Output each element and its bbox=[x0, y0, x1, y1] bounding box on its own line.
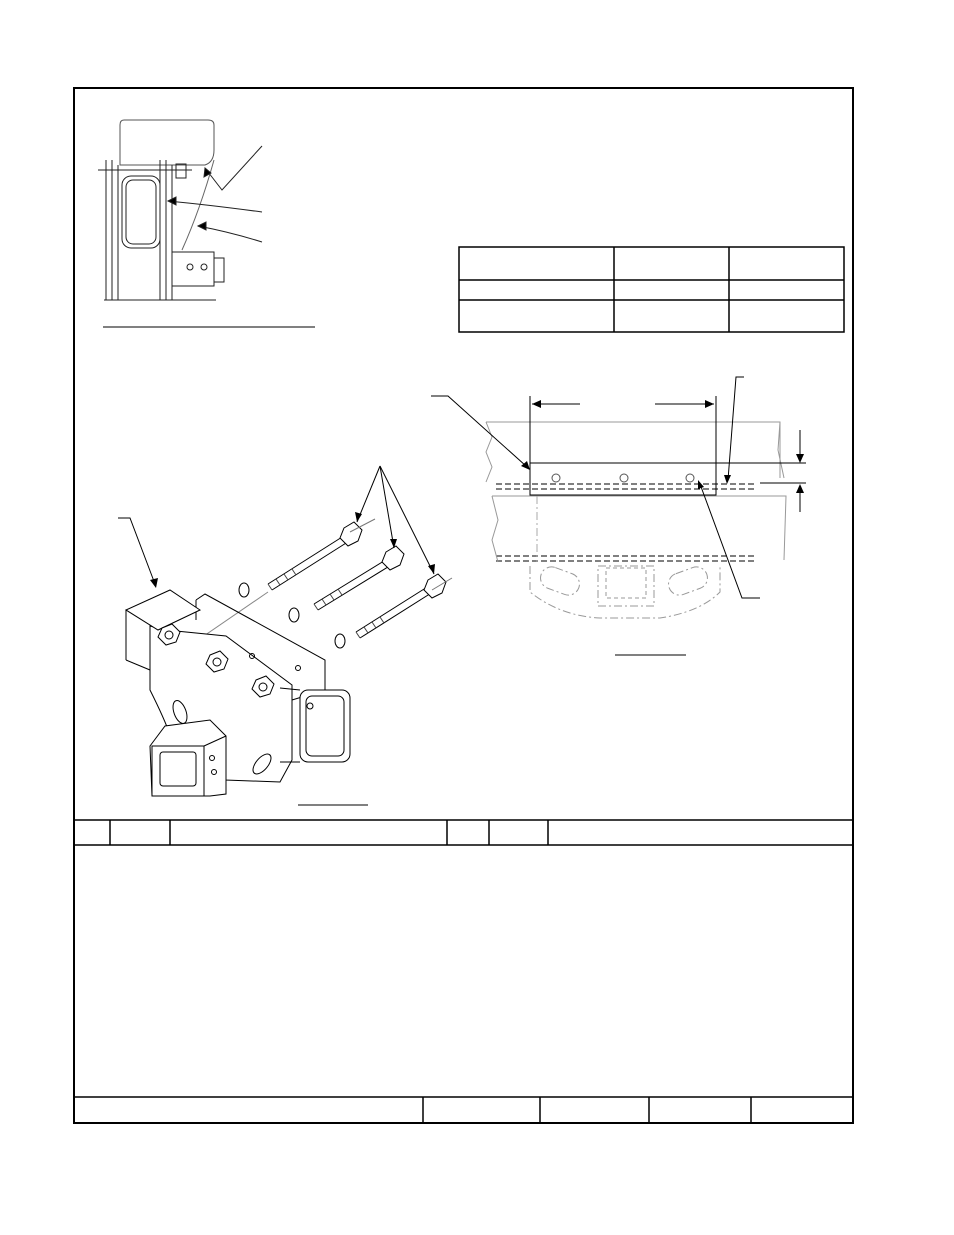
frame-overhead-view bbox=[431, 377, 806, 618]
footer-row bbox=[74, 1097, 853, 1122]
bolt-2 bbox=[314, 546, 404, 610]
parts-header-row bbox=[74, 820, 853, 845]
bolt-1 bbox=[268, 519, 375, 590]
side-view-detail bbox=[98, 120, 262, 300]
spec-table bbox=[459, 247, 844, 332]
bolt-3 bbox=[356, 574, 452, 638]
exploded-view bbox=[118, 466, 452, 796]
